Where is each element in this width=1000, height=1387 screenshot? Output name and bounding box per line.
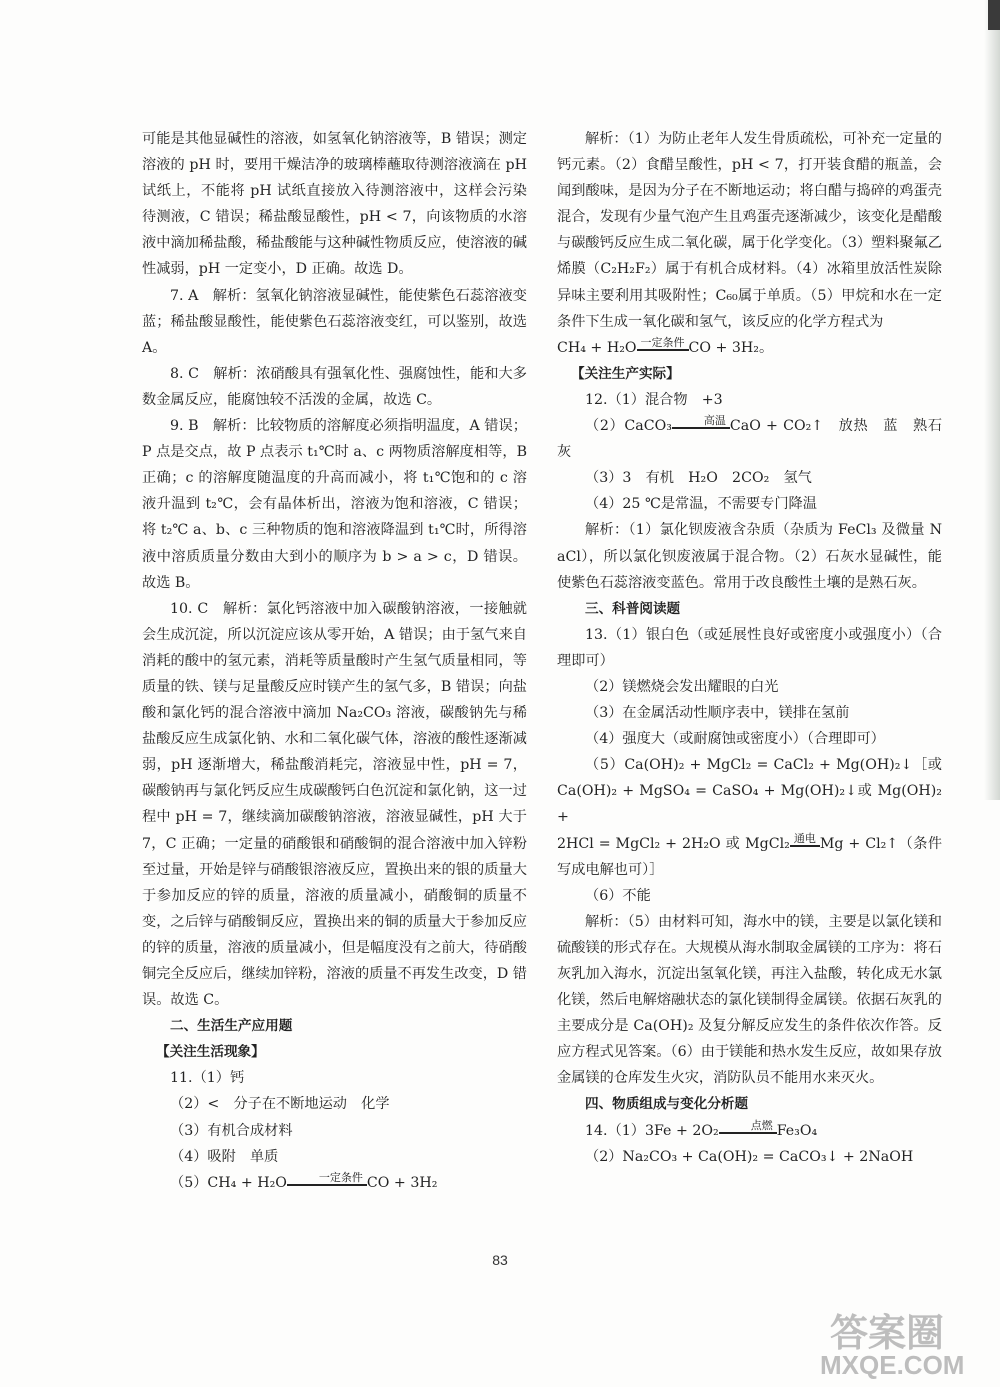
right-paragraphs-b	[557, 361, 942, 413]
watermark-text: 答案圈	[830, 1313, 945, 1355]
equation-lhs: 14.（1）3Fe + 2O₂	[585, 1122, 719, 1139]
right-paragraphs-a	[557, 126, 942, 335]
reaction-arrow	[719, 1120, 777, 1138]
equation-lhs: （5）CH₄ + H₂O	[170, 1174, 287, 1191]
reaction-arrow	[637, 337, 689, 355]
equation-rhs: Mg + Cl₂↑（条件写成电解也可）］	[557, 835, 943, 878]
paragraph: （5）Ca(OH)₂ + MgCl₂ = CaCl₂ + Mg(OH)₂↓［或 Ca(OH)₂ + MgSO₄ = CaSO₄ + Mg(OH)₂↓或 Mg(OH)₂ +	[557, 757, 942, 826]
section-heading: 四、物质组成与变化分析题	[585, 1096, 749, 1113]
equation-line	[142, 1170, 527, 1196]
watermark-logo	[800, 1302, 980, 1382]
reaction-condition: 高温	[672, 415, 730, 429]
reaction-condition: 一定条件	[287, 1172, 367, 1186]
paragraph: （6）不能	[585, 887, 651, 904]
page-number: 83	[492, 1252, 508, 1268]
paragraph: 解析：（5）由材料可知，海水中的镁，主要是以氯化镁和硫酸镁的形式存在。大规模从海水制取金属镁的工序为：将石灰乳加入海水，沉淀出氢氧化镁，再注入盐酸，转化成无水氯化镁，然后电解熔融状态的氯化镁制得金属镁。依据石灰乳的主要成分是 Ca(OH)₂ 及复分解反应发生的条件依次作答。反应方程式见答案。（6）由于镁能和热水发生反应，故如果存放金属镁的仓库发生火灾，消防队员不能用水来灭火。	[557, 913, 942, 1087]
page-edge-shadow	[984, 0, 1000, 800]
right-paragraphs-e	[557, 1144, 942, 1170]
paragraph: （4）25 ℃是常温，不需要专门降温	[585, 496, 817, 513]
equation-lhs: （2）CaCO₃	[585, 418, 672, 435]
reaction-condition: 通电	[790, 833, 820, 847]
paragraph: 11.（1）钙	[170, 1070, 245, 1087]
equation-rhs: CO + 3H₂。	[688, 339, 774, 356]
paragraph: （3）在金属活动性顺序表中，镁排在氢前	[585, 705, 850, 722]
equation-line	[557, 831, 942, 883]
equation-lhs: 2HCl = MgCl₂ + 2H₂O 或 MgCl₂	[557, 835, 790, 852]
paragraph: 可能是其他显碱性的溶液，如氢氧化钠溶液等，B 错误；测定溶液的 pH 时，要用干燥洁净的玻璃棒蘸取待测溶液滴在 pH 试纸上，不能将 pH 试纸直接放入待测溶液中，这样会污染待测液，C 错误；稀盐酸显酸性，pH < 7，向该物质的水溶液中滴加稀盐酸，稀盐酸能与这种碱性物质反应，使溶液的碱性减弱，pH 一定变小，D 正确。故选 D。	[142, 131, 527, 278]
section-heading: 二、生活生产应用题	[170, 1018, 293, 1035]
page-edge-mark	[988, 0, 1000, 30]
reaction-arrow	[790, 833, 820, 851]
left-column	[142, 126, 527, 1196]
paragraph: （3）有机合成材料	[170, 1122, 293, 1139]
paragraph: （2）Na₂CO₃ + Ca(OH)₂ = CaCO₃↓ + 2NaOH	[585, 1148, 914, 1165]
paragraph: 8. C 解析：浓硝酸具有强氧化性、强腐蚀性，能和大多数金属反应，能腐蚀较不活泼的金属，故选 C。	[142, 365, 527, 408]
paragraph: （3）3 有机 H₂O 2CO₂ 氢气	[585, 470, 812, 487]
paragraph: （2）< 分子在不断地运动 化学	[170, 1096, 390, 1113]
paragraph: 解析：（1）氯化钡废液含杂质（杂质为 FeCl₃ 及微量 NaCl），所以氯化钡废液属于混合物。（2）石灰水显碱性，能使紫色石蕊溶液变蓝色。常用于改良酸性土壤的是熟石灰。	[557, 522, 942, 591]
left-paragraphs	[142, 126, 527, 1170]
equation-line	[557, 413, 942, 465]
paragraph: 12.（1）混合物 +3	[585, 391, 723, 408]
reaction-condition: 点燃	[719, 1120, 777, 1134]
paragraph: 10. C 解析：氯化钙溶液中加入碳酸钠溶液，一接触就会生成沉淀，所以沉淀应该从零开始，A 错误；由于氢气来自消耗的酸中的氢元素，消耗等质量酸时产生氢气质量相同，等质量的铁、镁与足量酸反应时镁产生的氢气多，B 错误；向盐酸和氯化钙的混合溶液中滴加 Na₂CO₃ 溶液，碳酸钠先与稀盐酸反应生成氯化钠、水和二氧化碳气体，溶液的酸性逐渐减弱，pH 逐渐增大，稀盐酸消耗完，溶液显中性，pH = 7，碳酸钠再与氯化钙反应生成碳酸钙白色沉淀和氯化钠，这一过程中 pH = 7，继续滴加碳酸钠溶液，溶液显碱性，pH 大于 7，C 正确；一定量的硝酸银和硝酸铜的混合溶液中加入锌粉至过量，开始是锌与硝酸银溶液反应，置换出来的银的质量大于参加反应的锌的质量，溶液的质量减小，硝酸铜的质量不变，之后锌与硝酸铜反应，置换出来的铜的质量大于参加反应的锌的质量，溶液的质量减小，但是幅度没有之前大，待硝酸铜完全反应后，继续加锌粉，溶液的质量不再发生改变，D 错误。故选 C。	[142, 600, 527, 1009]
reaction-condition: 一定条件	[637, 337, 689, 351]
reaction-arrow	[287, 1172, 367, 1190]
watermark-url: MXQE.COM	[820, 1350, 965, 1380]
paragraph: 解析：（1）为防止老年人发生骨质疏松，可补充一定量的钙元素。（2）食醋呈酸性，pH < 7，打开装食醋的瓶盖，会闻到酸味，是因为分子在不断地运动；将白醋与捣碎的鸡蛋壳混合，发现有少量气泡产生且鸡蛋壳逐渐减少，该变化是醋酸与碳酸钙反应生成二氧化碳，属于化学变化。（3）塑料聚氟乙烯膜（C₂H₂F₂）属于有机合成材料。（4）冰箱里放活性炭除异味主要利用其吸附性；C₆₀属于单质。（5）甲烷和水在一定条件下生成一氧化碳和氢气，该反应的化学方程式为	[557, 131, 942, 330]
equation-line	[557, 1118, 942, 1144]
subsection-heading: 【关注生产实际】	[571, 365, 680, 382]
equation-lhs: CH₄ + H₂O	[557, 339, 637, 356]
paragraph: 7. A 解析：氢氧化钠溶液显碱性，能使紫色石蕊溶液变蓝；稀盐酸显酸性，能使紫色石蕊溶液变红，可以鉴别，故选 A。	[142, 287, 527, 356]
paragraph: （4）强度大（或耐腐蚀或密度小）（合理即可）	[585, 731, 885, 748]
subsection-heading: 【关注生活现象】	[156, 1044, 265, 1061]
paragraph: （4）吸附 单质	[170, 1148, 279, 1165]
right-paragraphs-c	[557, 465, 942, 830]
paragraph: 9. B 解析：比较物质的溶解度必须指明温度，A 错误；P 点是交点，故 P 点表示 t₁℃时 a、c 两物质溶解度相等，B 正确；c 的溶解度随温度的升高而减小，将 t₁℃饱和的 c 溶液升温到 t₂℃，会有晶体析出，溶液为饱和溶液，C 错误；将 t₂℃ a、b、c 三种物质的饱和溶液降温到 t₁℃时，所得溶液中溶质质量分数由大到小的顺序为 b > a > c，D 错误。故选 B。	[142, 418, 527, 591]
equation-rhs: Fe₃O₄	[776, 1122, 818, 1139]
paragraph: （2）镁燃烧会发出耀眼的白光	[585, 678, 779, 695]
section-heading: 三、科普阅读题	[585, 600, 681, 617]
right-column	[557, 126, 942, 1170]
paragraph: 13.（1）银白色（或延展性良好或密度小或强度小）（合理即可）	[557, 626, 942, 669]
equation-rhs: CaO + CO₂↑ 放热 蓝 熟石灰	[557, 418, 943, 461]
reaction-arrow	[672, 415, 730, 433]
equation-line	[557, 335, 942, 361]
equation-rhs: CO + 3H₂	[366, 1174, 438, 1191]
right-paragraphs-d	[557, 883, 942, 1118]
